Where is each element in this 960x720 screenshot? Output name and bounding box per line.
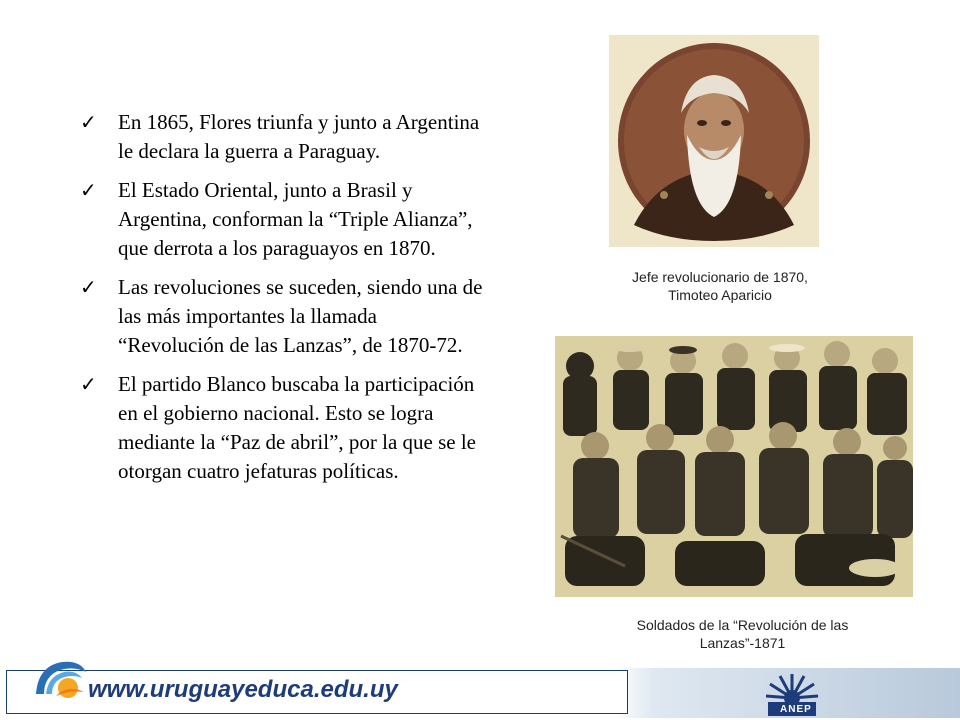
check-mark-icon: ✓	[80, 110, 97, 134]
anep-label: ANEP	[780, 704, 812, 715]
footer-banner	[0, 656, 960, 720]
check-mark-icon: ✓	[80, 275, 97, 299]
bullet-text: Las revoluciones se suceden, siendo una de las más importantes la llamada “Revolución de las Lanzas”, de 1870-72.	[118, 275, 483, 357]
bullet-item	[78, 370, 483, 486]
bullet-list	[78, 108, 483, 496]
portrait-photo	[609, 35, 819, 247]
website-url-link[interactable]: www.uruguayeduca.edu.uy	[88, 676, 398, 703]
portrait-caption	[600, 268, 840, 304]
soldiers-caption	[600, 616, 885, 652]
portrait-image	[609, 35, 819, 247]
check-mark-icon: ✓	[80, 372, 97, 396]
check-mark-icon: ✓	[80, 178, 97, 202]
portrait-caption-line2: Timoteo Aparicio	[668, 287, 772, 303]
bullet-item	[78, 273, 483, 360]
uruguay-educa-logo-icon	[30, 656, 88, 702]
soldiers-caption-line1: Soldados de la “Revolución de las	[636, 617, 849, 633]
bullet-text: El partido Blanco buscaba la participación en el gobierno nacional. Esto se logra mediante la “Paz de abril”, por la que se le otorgan cuatro jefaturas políticas.	[118, 372, 477, 483]
bullet-text: El Estado Oriental, junto a Brasil y Argentina, conforman la “Triple Alianza”, que derrota a los paraguayos en 1870.	[118, 178, 473, 260]
bullet-item	[78, 176, 483, 263]
bullet-item	[78, 108, 483, 166]
soldiers-group-photo	[555, 336, 913, 597]
soldiers-caption-line2: Lanzas”-1871	[699, 635, 786, 651]
portrait-caption-line1: Jefe revolucionario de 1870,	[632, 269, 808, 285]
bullet-text: En 1865, Flores triunfa y junto a Argentina le declara la guerra a Paraguay.	[118, 110, 480, 163]
soldiers-image	[555, 336, 913, 597]
